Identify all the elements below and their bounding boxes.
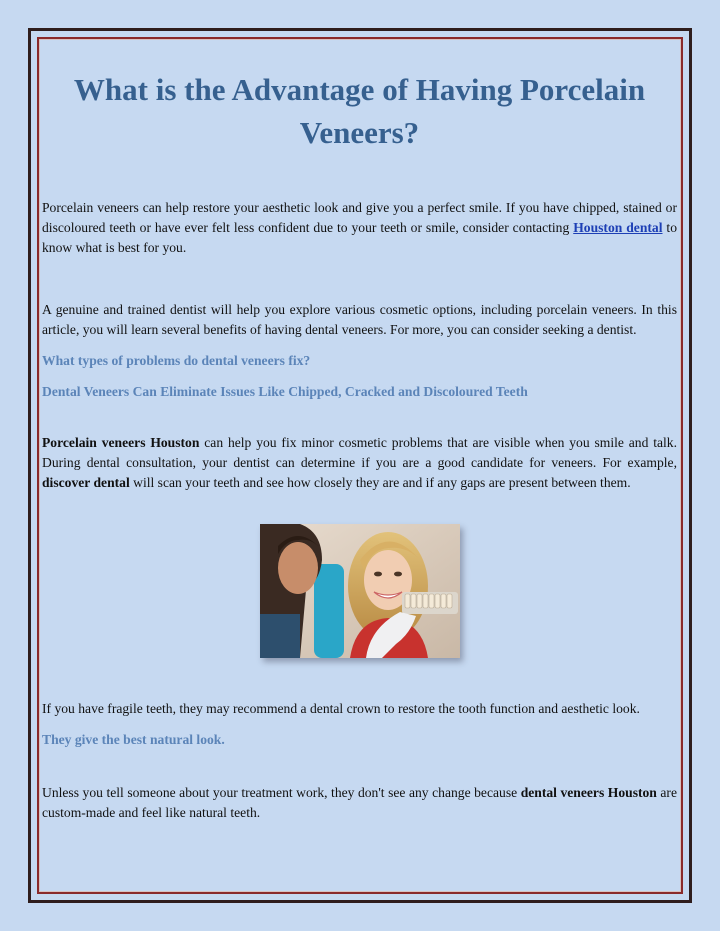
eliminate-issues-heading: Dental Veneers Can Eliminate Issues Like Chipped, Cracked and Discoloured Teeth (42, 384, 528, 399)
natural-look-heading: They give the best natural look. (42, 732, 225, 747)
dental-veneers-houston-bold: dental veneers Houston (520, 785, 657, 800)
fragile-teeth-paragraph: If you have fragile teeth, they may recommend a dental crown to restore the tooth function and aesthetic look. (42, 701, 640, 716)
intro-text-after: to know what is best for you. (42, 220, 677, 255)
natural-teeth-text-2: are custom-made and feel like natural teeth. (42, 785, 677, 820)
porcelain-veneers-paragraph (42, 433, 677, 493)
porcelain-veneers-bold: Porcelain veneers Houston (42, 435, 200, 450)
dentist-patient-illustration (260, 524, 460, 658)
natural-teeth-paragraph (42, 783, 677, 823)
document-content (42, 68, 677, 823)
problems-heading: What types of problems do dental veneers fix? (42, 353, 311, 368)
porcelain-veneers-text: can help you fix minor cosmetic problems that are visible when you smile and talk. During dental consultation, your dentist can determine if you are a good candidate for veneers. For example, (42, 435, 677, 470)
dentist-paragraph: A genuine and trained dentist will help you explore various cosmetic options, including porcelain veneers. In this article, you will learn several benefits of having dental veneers. For more, you can consider seeking a dentist. (42, 302, 677, 337)
discover-dental-text: will scan your teeth and see how closely they are and if any gaps are present between them. (129, 475, 631, 490)
intro-text-before: Porcelain veneers can help restore your aesthetic look and give you a perfect smile. If you have chipped, stained or discoloured teeth or have ever felt less confident due to your teeth or smile, consider contacting (42, 200, 677, 235)
discover-dental-bold: discover dental (42, 475, 130, 490)
natural-teeth-text-1: Unless you tell someone about your treatment work, they don't see any change because (42, 785, 521, 800)
houston-dental-link[interactable]: Houston dental (573, 220, 663, 235)
intro-paragraph (42, 198, 677, 258)
page-title: What is the Advantage of Having Porcelain Veneers? (73, 72, 646, 150)
dental-photo (260, 524, 460, 658)
